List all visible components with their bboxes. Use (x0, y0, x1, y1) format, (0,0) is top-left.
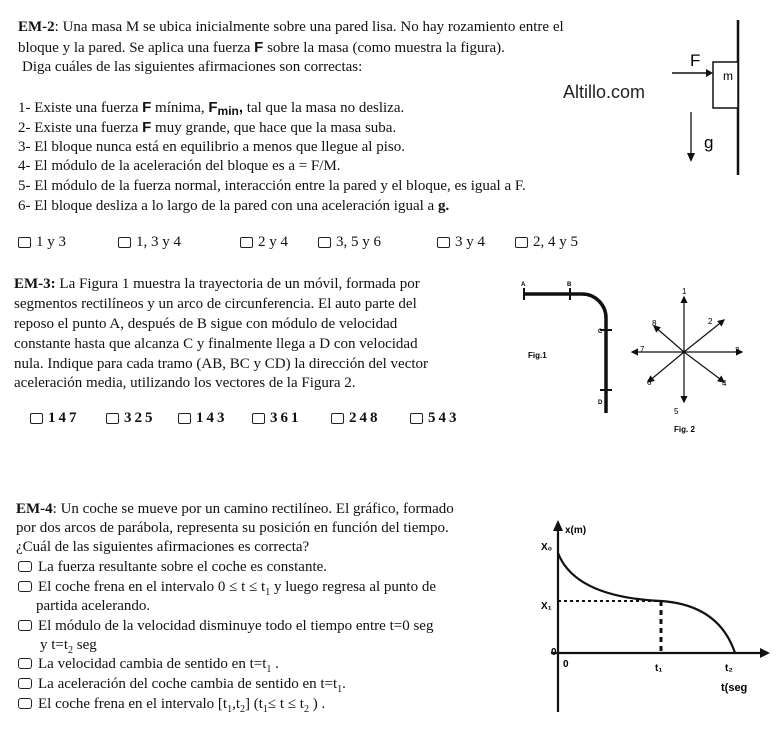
radio-box-icon[interactable] (18, 678, 32, 689)
em4-option-2-cont: partida acelerando. (36, 598, 151, 614)
em2-statement-3: 3- El bloque nunca está en equilibrio a menos que llegue al piso. (18, 139, 405, 155)
point-c-label: C (598, 329, 603, 335)
vector-label-2: 2 (708, 317, 713, 326)
em4-option-6[interactable]: El coche frena en el intervalo $[t_1,t_2]$ ($t_1\le t \le t_2$ ) . (18, 695, 325, 719)
checkbox-icon[interactable] (30, 413, 43, 424)
em2-option-3[interactable]: 2 y 4 (240, 234, 288, 251)
curve-arc-2 (661, 601, 735, 653)
gravity-arrowhead (687, 153, 695, 162)
mass-label: m (723, 69, 733, 83)
x-axis-arrowhead (760, 648, 770, 658)
checkbox-icon[interactable] (18, 237, 31, 248)
vector-label-6: 6 (647, 378, 652, 387)
em2-intro-line1: EM-2: Una masa M se ubica inicialmente sobre una pared lisa. No hay rozamiento entre el (18, 19, 564, 35)
em2-statement-2: 2- Existe una fuerza F muy grande, que hace que la masa suba. (18, 119, 397, 136)
em3-option-5[interactable]: 248 (331, 410, 381, 427)
em2-statement-6: 6- El bloque desliza a lo largo de la pared con una aceleración igual a g. (18, 198, 450, 214)
radio-box-icon[interactable] (18, 561, 32, 572)
vector-label-5: 5 (674, 407, 679, 416)
em2-label: EM-2 (18, 19, 55, 35)
em4-option-4[interactable]: La velocidad cambia de sentido en $t=t_1$ . (18, 655, 279, 679)
graph-zero-y-label: 0 (551, 647, 557, 658)
checkbox-icon[interactable] (178, 413, 191, 424)
em3-option-1[interactable]: 147 (30, 410, 80, 427)
vector-label-7: 7 (640, 345, 645, 354)
em3-fig2 (618, 282, 758, 437)
point-d-label: D (598, 400, 603, 406)
graph-t2-label: t₂ (725, 663, 733, 674)
point-a-label: A (521, 282, 526, 288)
vector-7-arrowhead (632, 349, 637, 354)
em2-wall-figure (660, 20, 760, 180)
em4-option-3[interactable]: El módulo de la velocidad disminuye todo el tiempo entre t=0 seg (18, 617, 433, 636)
vector-2-shaft (684, 320, 724, 352)
em4-option-2[interactable]: El coche frena en el intervalo $0 \le t \le t_1$ y luego regresa al punto de (18, 578, 436, 602)
vector-label-4: 4 (722, 379, 727, 388)
checkbox-icon[interactable] (118, 237, 131, 248)
em2-option-2[interactable]: 1, 3 y 4 (118, 234, 181, 251)
curve-arc-1 (558, 553, 661, 601)
em2-statement-1: 1- Existe una fuerza F mínima, $F_{min}$, tal que la masa no desliza. (18, 99, 405, 118)
em4-option-5[interactable]: La aceleración del coche cambia de sentido en $t=t_1$. (18, 675, 346, 699)
checkbox-icon[interactable] (240, 237, 253, 248)
em4-line-2: por dos arcos de parábola, representa su posición en función del tiempo. (16, 520, 449, 536)
em2-option-4[interactable]: 3, 5 y 6 (318, 234, 381, 251)
checkbox-icon[interactable] (331, 413, 344, 424)
vector-label-3: 3 (735, 346, 740, 355)
em4-graph (535, 515, 770, 725)
em4-line-3: ¿Cuál de las siguientes afirmaciones es correcta? (16, 539, 310, 555)
em2-option-1[interactable]: 1 y 3 (18, 234, 66, 251)
graph-xlabel: t(seg (721, 682, 748, 694)
em3-line-2: segmentos rectilíneos y un arco de circunferencia. El auto parte del (14, 296, 417, 312)
em3-line-1: EM-3: La Figura 1 muestra la trayectoria de un móvil, formada por (14, 276, 420, 292)
em4-option-1[interactable]: La fuerza resultante sobre el coche es constante. (18, 558, 327, 577)
vector-1-arrowhead (681, 297, 686, 302)
watermark: Altillo.com (563, 82, 646, 102)
vector-4-shaft (684, 352, 724, 382)
vector-5-arrowhead (681, 397, 686, 402)
em3-option-6[interactable]: 543 (410, 410, 460, 427)
fig2-caption: Fig. 2 (674, 425, 695, 434)
graph-ylabel: x(m) (565, 525, 587, 536)
radio-box-icon[interactable] (18, 658, 32, 669)
vector-label-1: 1 (682, 287, 687, 296)
em2-option-6[interactable]: 2, 4 y 5 (515, 234, 578, 251)
vector-label-8: 8 (652, 319, 657, 328)
checkbox-icon[interactable] (437, 237, 450, 248)
em4-option-3-cont: y $t=t_2$ seg (40, 637, 97, 656)
checkbox-icon[interactable] (318, 237, 331, 248)
em3-fig1 (512, 278, 612, 418)
checkbox-icon[interactable] (410, 413, 423, 424)
em2-statement-4: 4- El módulo de la aceleración del bloque es a = F/M. (18, 158, 341, 174)
em2-intro-line3: Diga cuáles de las siguientes afirmaciones son correctas: (22, 59, 363, 75)
fig1-caption: Fig.1 (528, 351, 547, 360)
em2-option-5[interactable]: 3 y 4 (437, 234, 485, 251)
em4-line-1: EM-4: Un coche se mueve por un camino rectilíneo. El gráfico, formado (16, 501, 454, 517)
em3-option-2[interactable]: 325 (106, 410, 156, 427)
vector-6-shaft (648, 352, 684, 382)
graph-x0-label: X₀ (541, 542, 553, 553)
em3-line-5: nula. Indique para cada tramo (AB, BC y CD) la dirección del vector (14, 356, 429, 372)
em3-line-3: reposo el punto A, después de B sigue con módulo de velocidad (14, 316, 398, 332)
em3-line-6: aceleración media, utilizando los vectores de la Figura 2. (14, 375, 356, 391)
em2-statement-5: 5- El módulo de la fuerza normal, interacción entre la pared y el bloque, es igual a F. (18, 178, 526, 194)
y-axis-arrowhead (553, 520, 563, 531)
em3-label: EM-3: (14, 276, 56, 292)
checkbox-icon[interactable] (252, 413, 265, 424)
checkbox-icon[interactable] (106, 413, 119, 424)
radio-box-icon[interactable] (18, 581, 32, 592)
force-arrowhead (706, 69, 713, 77)
point-b-label: B (567, 282, 572, 288)
em3-option-4[interactable]: 361 (252, 410, 302, 427)
graph-zero-x-label: 0 (563, 659, 569, 670)
radio-box-icon[interactable] (18, 620, 32, 631)
graph-x1-label: X₁ (541, 601, 552, 612)
em3-option-3[interactable]: 143 (178, 410, 228, 427)
force-label: F (690, 51, 701, 70)
graph-t1-label: t₁ (655, 663, 663, 674)
em3-line-4: constante hasta que alcanza C y finalmente llega a D con velocidad (14, 336, 418, 352)
gravity-label: g (704, 133, 714, 152)
em2-intro-line2: bloque y la pared. Se aplica una fuerza F sobre la masa (como muestra la figura). (18, 39, 505, 56)
checkbox-icon[interactable] (515, 237, 528, 248)
radio-box-icon[interactable] (18, 698, 32, 709)
em4-label: EM-4 (16, 501, 53, 517)
